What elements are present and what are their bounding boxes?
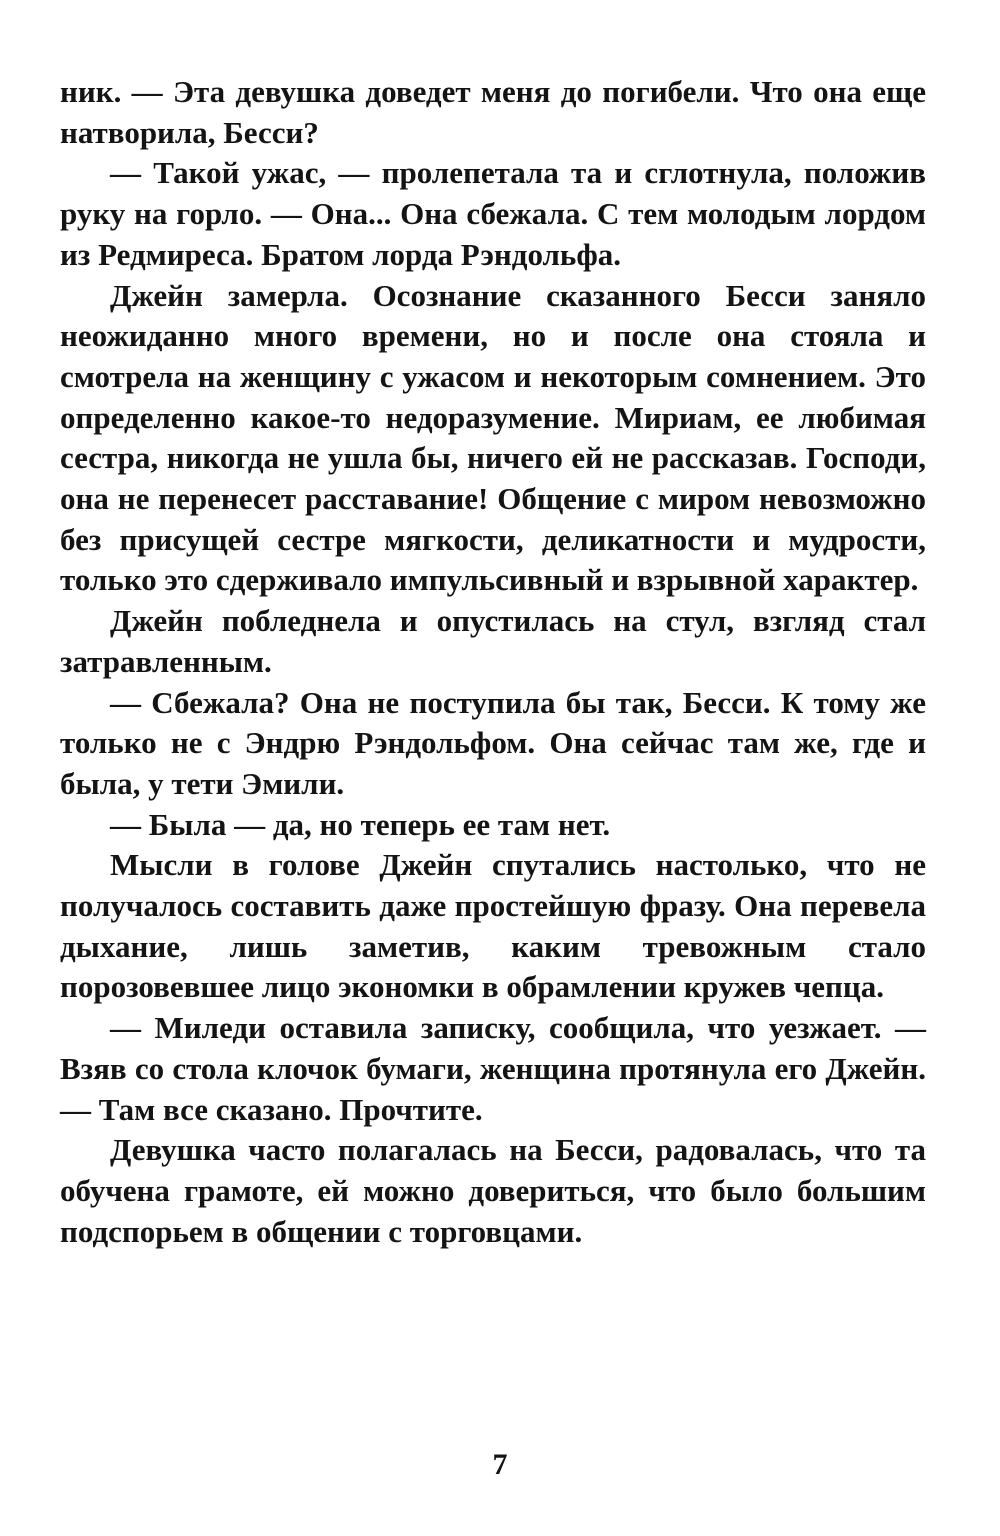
paragraph-4: Джейн побледнела и опустилась на стул, взгляд стал затравленным. [60,603,926,679]
paragraph-5: — Сбежала? Она не поступила бы так, Бесси. К тому же только не с Эндрю Рэндольфом. Она сейчас там же, где и была, у тети Эмили. [60,684,926,801]
page-number: 7 [492,1448,508,1481]
paragraph-8: — Миледи оставила записку, сообщила, что уезжает. — Взяв со стола клочок бумаги, женщина протянула его Джейн. — Там все сказано. Прочтите. [60,1010,926,1127]
page-text [60,72,926,1252]
paragraph-9: Девушка часто полагалась на Бесси, радовалась, что та обучена грамоте, ей можно довериться, что было большим подспорьем в общении с торговцами. [60,1132,926,1249]
paragraph-6: — Была — да, но теперь ее там нет. [110,806,611,842]
paragraph-3: Джейн замерла. Осознание сказанного Бесси заняло неожиданно много времени, но и после она стояла и смотрела на женщину с ужасом и некоторым сомнением. Это определенно какое-то недоразумение. Мириам, ее любимая сестра, никогда не ушла бы, ничего ей не рассказав. Господи, она не перенесет расставание! Общение с миром невозможно без присущей сестре мягкости, деликатности и мудрости, только это сдерживало импульсивный и взрывной характер. [60,277,926,598]
paragraph-7: Мысли в голове Джейн спутались настолько, что не получалось составить даже простейшую фразу. Она перевела дыхание, лишь заметив, каким тревожным стало порозовевшее лицо экономки в обрамлении кружев чепца. [60,847,926,1005]
paragraph-1: ник. — Эта девушка доведет меня до погибели. Что она еще натворила, Бесси? [60,74,926,150]
paragraph-2: — Такой ужас, — пролепетала та и сглотнула, положив руку на горло. — Она... Она сбежала. С тем молодым лордом из Редмиреса. Братом лорда Рэндольфа. [60,155,926,272]
